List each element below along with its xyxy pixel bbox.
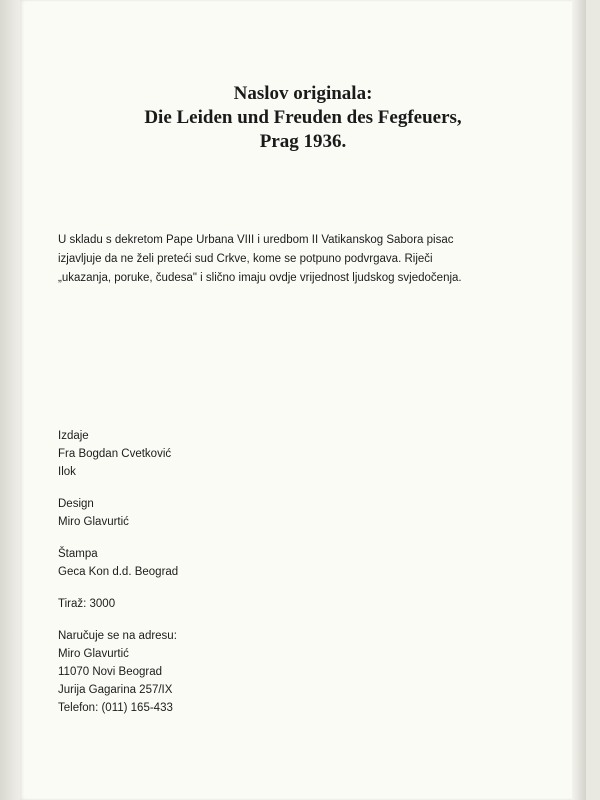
order-phone: Telefon: (011) 165-433	[58, 702, 173, 714]
order-section	[58, 627, 358, 717]
order-city: 11070 Novi Beograd	[58, 666, 162, 678]
title-line: Naslov originala:	[233, 83, 373, 104]
disclaimer-line: U skladu s dekretom Pape Urbana VIII i uredbom II Vatikanskog Sabora pisac	[58, 234, 454, 246]
page-left-edge	[0, 0, 20, 800]
print-label: Štampa	[58, 548, 98, 560]
disclaimer-paragraph	[58, 231, 548, 288]
publisher-name: Fra Bogdan Cvetković	[58, 448, 172, 460]
publisher-label: Izdaje	[58, 430, 89, 442]
order-label: Naručuje se na adresu:	[58, 630, 177, 642]
title-line: Prag 1936.	[259, 131, 347, 152]
title-line: Die Leiden und Freuden des Fegfeuers,	[144, 107, 462, 128]
design-label: Design	[58, 498, 94, 510]
publisher-city: Ilok	[58, 466, 76, 478]
page-right-edge	[572, 0, 586, 800]
original-title	[20, 82, 586, 154]
print-section	[58, 545, 358, 581]
disclaimer-line: „ukazanja, poruke, čudesa" i slično imaju ovdje vrijednost ljudskog svjedočenja.	[58, 272, 462, 284]
disclaimer-line: izjavljuje da ne želi preteći sud Crkve, kome se potpuno podvrgava. Riječi	[58, 253, 433, 265]
order-street: Jurija Gagarina 257/IX	[58, 684, 173, 696]
design-name: Miro Glavurtić	[58, 516, 129, 528]
circulation: Tiraž: 3000	[58, 598, 116, 610]
imprint-block	[58, 427, 358, 731]
document-page	[20, 0, 586, 800]
design-section	[58, 495, 358, 531]
publisher-section	[58, 427, 358, 481]
circulation-section	[58, 595, 358, 613]
print-name: Geca Kon d.d. Beograd	[58, 566, 179, 578]
order-name: Miro Glavurtić	[58, 648, 129, 660]
